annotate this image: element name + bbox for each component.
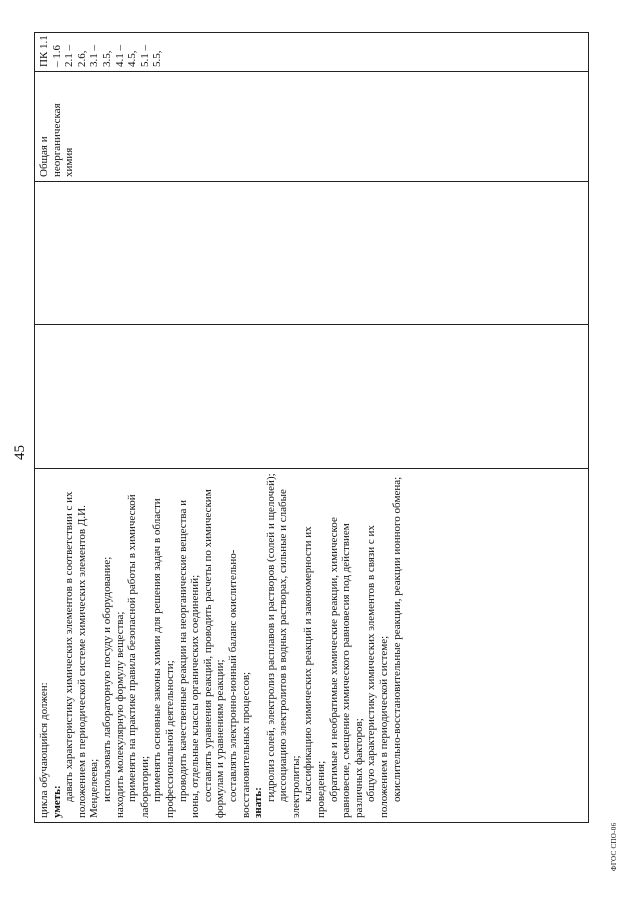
description-line: проводить качественные реакции на неорганические вещества и ионы, отдельные классы органических соединений; bbox=[176, 500, 202, 818]
description-line: уметь: bbox=[50, 785, 63, 818]
hours-cell-2 bbox=[35, 181, 588, 324]
description-line: окислительно-восстановительные реакции, реакции ионного обмена; bbox=[390, 476, 403, 802]
skills-knowledge-cell bbox=[35, 468, 588, 822]
description-line: цикла обучающийся должен: bbox=[38, 682, 50, 818]
description-line: давать характеристику химических элементов в соответствии с их положением в периодической системе химических элементов Д.И. Менделеева; bbox=[63, 491, 101, 818]
competencies-list bbox=[38, 35, 164, 67]
hours-cell bbox=[35, 324, 588, 468]
description-line: общую характеристику химических элементов в связи с их положением в периодической системе; bbox=[365, 525, 391, 818]
competency-code: ПК 1.1 – 1.6 bbox=[38, 35, 63, 67]
competency-code: 5.1 – 5.5, bbox=[138, 45, 164, 67]
standard-table bbox=[34, 32, 589, 823]
discipline-cell bbox=[35, 71, 588, 181]
competency-code: 2.1 – 2.6, bbox=[63, 45, 88, 67]
description-line: составлять уравнения реакций, проводить расчеты по химическим формулам и уравнениям реакции; bbox=[201, 489, 227, 818]
description-line: применять на практике правила безопасной работы в химической лаборатории; bbox=[126, 494, 151, 818]
footer-code: ФГОС СПО-06 bbox=[610, 822, 618, 871]
description-line: использовать лабораторную посуду и оборудование; bbox=[100, 556, 113, 802]
description-line: обратимые и необратимые химические реакции, химическое равновесие, смещение химического равновесия под действием различных факторов; bbox=[327, 517, 365, 818]
competency-code: 3.1 – 3.5, bbox=[88, 45, 113, 67]
description-line: гидролиз солей, электролиз расплавов и растворов (солей и щелочей); bbox=[264, 473, 277, 802]
description-line: находить молекулярную формулу вещества; bbox=[113, 611, 126, 818]
page-number: 45 bbox=[12, 445, 28, 460]
competencies-cell bbox=[35, 31, 588, 71]
description-line: классификацию химических реакций и закономерности их проведения; bbox=[302, 526, 328, 818]
description-line: составлять электронно-ионный баланс окислительно-восстановительных процессов; bbox=[226, 549, 252, 818]
discipline-name: Общая и неорганическая химия bbox=[38, 103, 76, 177]
competency-code: 4.1 – 4.5, bbox=[113, 45, 139, 67]
description-line: применять основные законы химии для решения задач в области профессиональной деятельности; bbox=[151, 498, 176, 818]
description-line: диссоциацию электролитов в водных растворах, сильные и слабые электролиты; bbox=[277, 489, 302, 818]
description-line: знать: bbox=[252, 787, 265, 818]
